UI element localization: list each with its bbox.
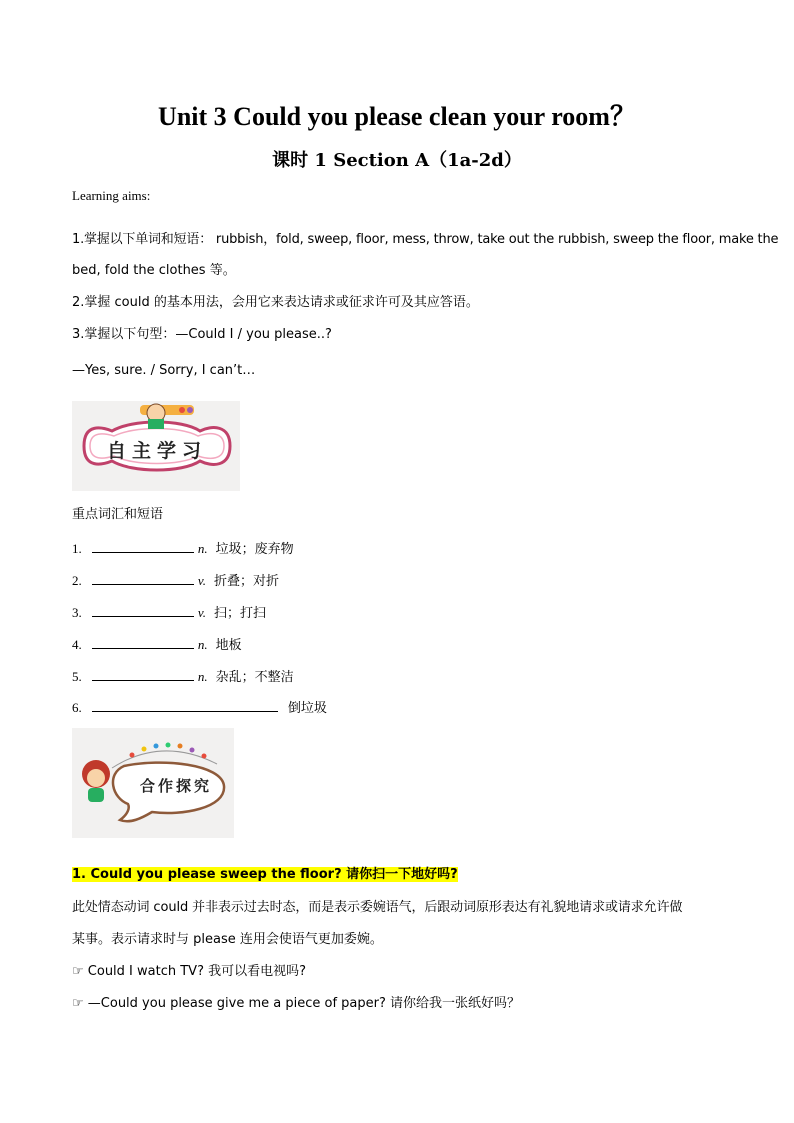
vocab-blank[interactable] [92, 666, 194, 681]
vocab-item [72, 666, 294, 685]
vocab-pos: v. [197, 605, 206, 620]
page-subtitle: 课时 1 Section A（1a-2d） [272, 150, 522, 171]
vocab-blank[interactable] [92, 697, 278, 712]
vocab-num: 2. [72, 573, 82, 588]
vocab-item [72, 634, 242, 653]
vocab-pos: n. [197, 541, 208, 556]
vocab-pos: v. [197, 573, 206, 588]
vocab-blank[interactable] [92, 570, 194, 585]
self-study-label: 自主学习 [106, 440, 207, 462]
example-2: ☞ —Could you please give me a piece of paper? 请你给我一张纸好吗？ [72, 996, 521, 1011]
vocab-item [72, 538, 294, 557]
vocab-num: 1. [72, 541, 82, 556]
cooperative-banner [72, 728, 234, 838]
aim-1-line-1: 1.掌握以下单词和短语： rubbish，fold, sweep, floor, mess, throw, take out the rubbish, sweep the floor, make the [72, 232, 779, 247]
vocab-meaning: 杂乱；不整洁 [215, 670, 294, 685]
aims-heading: Learning aims: [72, 188, 151, 203]
aim-3-reply: —Yes, sure. / Sorry, I can’t… [72, 363, 256, 378]
point-1-heading: 1. Could you please sweep the floor? 请你扫一下地好吗? [72, 867, 458, 882]
vocab-pos: n. [197, 669, 208, 684]
aim-2: 2.掌握 could 的基本用法，会用它来表达请求或征求许可及其应答语。 [72, 295, 479, 310]
aim-3: 3.掌握以下句型：—Could I / you please..? [72, 327, 332, 342]
vocab-item [72, 697, 327, 716]
vocab-num: 5. [72, 669, 82, 684]
point-1-paragraph-line-1: 此处情态动词 could 并非表示过去时态，而是表示委婉语气，后跟动词原形表达有礼貌地请求或请求允许做 [72, 900, 683, 915]
vocab-blank[interactable] [92, 538, 194, 553]
vocab-meaning: 折叠；对折 [213, 574, 279, 589]
vocab-num: 3. [72, 605, 82, 620]
vocab-meaning: 垃圾；废弃物 [215, 542, 294, 557]
example-1: ☞ Could I watch TV? 我可以看电视吗? [72, 964, 307, 979]
vocab-item [72, 602, 266, 621]
vocab-blank[interactable] [92, 602, 194, 617]
page-title: Unit 3 Could you please clean your room？ [158, 102, 636, 131]
vocab-blank[interactable] [92, 634, 194, 649]
cooperative-label: 合作探究 [139, 777, 212, 795]
aim-1-line-2: bed, fold the clothes 等。 [72, 263, 236, 278]
vocab-heading: 重点词汇和短语 [72, 507, 164, 522]
point-1-heading-row [72, 863, 458, 882]
point-1-paragraph-line-2: 某事。表示请求时与 please 连用会使语气更加委婉。 [72, 932, 383, 947]
vocab-meaning: 扫；打扫 [213, 606, 266, 621]
vocab-meaning: 地板 [215, 638, 242, 653]
vocab-item [72, 570, 279, 589]
vocab-meaning: 倒垃圾 [287, 701, 327, 716]
vocab-pos: n. [197, 637, 208, 652]
vocab-num: 4. [72, 637, 82, 652]
vocab-num: 6. [72, 700, 82, 715]
self-study-banner [72, 401, 240, 491]
